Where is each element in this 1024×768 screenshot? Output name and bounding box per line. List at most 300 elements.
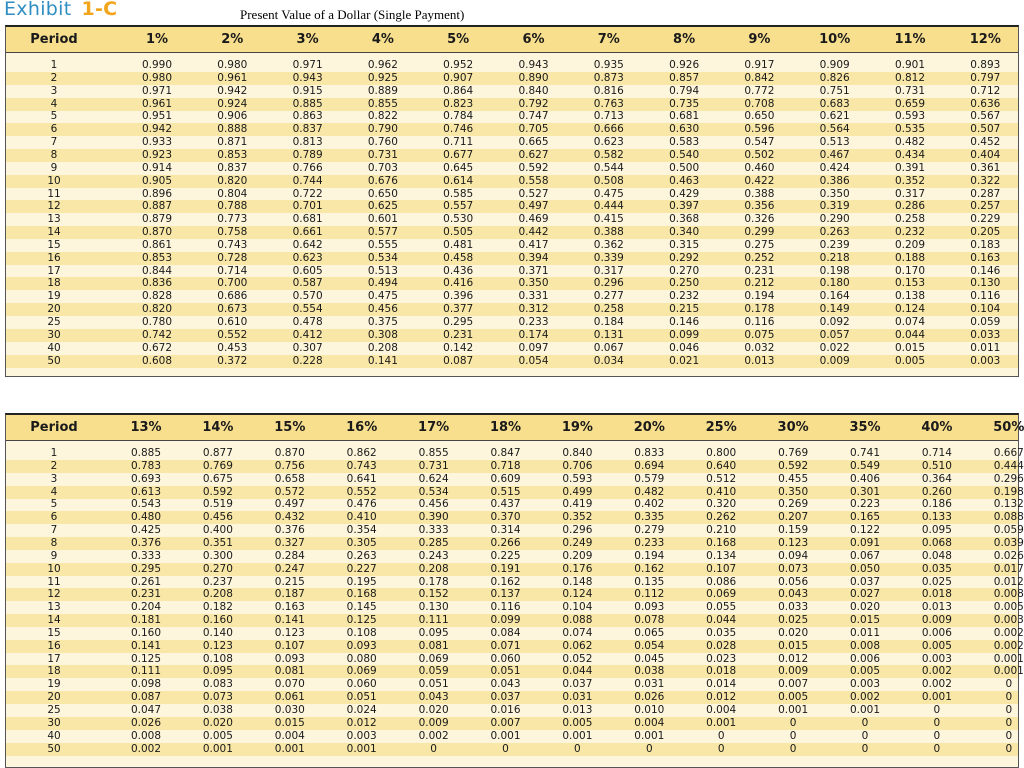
value-cell: 0.212 [744,277,775,290]
value-cell: 0.855 [418,447,449,459]
value-cell: 0.108 [346,626,377,639]
value-cell: 0.406 [849,472,881,485]
value-cell: 0.116 [490,601,521,614]
value-cell: 0.250 [669,277,700,290]
value-cell: 0.567 [970,110,1001,123]
value-cell: 0.198 [993,485,1024,498]
value-cell: 0.044 [894,328,926,341]
value-cell: 0.005 [894,354,926,367]
value-cell: 0.350 [819,187,850,200]
value-cell: 0.728 [217,251,248,264]
table-row [6,290,1018,303]
value-cell: 0.031 [562,691,593,704]
value-cell: 0.914 [141,161,173,174]
value-cell: 0.502 [744,148,775,161]
value-cell: 0.084 [490,626,521,639]
value-cell: 0.650 [367,187,398,200]
value-cell: 0.855 [367,97,398,110]
value-cell: 0.475 [593,187,624,200]
period-cell: 7 [50,136,58,149]
value-cell: 0.816 [593,84,624,97]
value-cell: 0.194 [634,549,665,562]
value-cell: 0 [933,729,941,742]
table-row [6,149,1018,162]
value-cell: 0.168 [706,536,737,549]
value-cell: 0.434 [894,148,926,161]
period-cell: 1 [50,59,58,71]
value-cell: 0.043 [778,588,809,601]
value-cell: 0.425 [130,524,162,537]
value-cell: 0.621 [819,110,850,123]
value-cell: 0.262 [706,511,737,524]
value-cell: 0.788 [217,200,248,213]
value-cell: 0.888 [217,123,248,136]
value-cell: 0.149 [819,303,850,316]
value-cell: 0.390 [418,511,449,524]
table-row [6,239,1018,252]
period-cell: 12 [47,588,61,601]
value-cell: 0.015 [849,614,881,627]
value-cell: 0.081 [274,665,305,678]
value-cell: 0.672 [141,341,173,354]
table-row [6,485,1024,499]
value-cell: 0.003 [921,652,952,665]
value-cell: 0.038 [634,665,665,678]
value-cell: 0.475 [367,290,398,303]
value-cell: 0.335 [634,511,665,524]
value-cell: 0.885 [130,447,162,459]
value-cell: 0.917 [744,59,775,71]
value-cell: 0.735 [669,97,700,110]
value-cell: 0.003 [849,678,881,691]
value-cell: 0.705 [518,123,549,136]
value-cell: 0.853 [141,251,173,264]
value-cell: 0.005 [921,639,952,652]
value-cell: 0.377 [443,303,474,316]
value-cell: 0.075 [744,328,775,341]
value-cell: 0.054 [634,639,665,652]
header-rate: 8% [673,32,696,47]
value-cell: 0.579 [634,472,665,485]
value-cell: 0.862 [346,447,377,459]
value-cell: 0.208 [418,562,449,575]
value-cell: 0.842 [744,71,775,84]
header-rate: 13% [130,420,162,435]
value-cell: 0.535 [894,123,926,136]
value-cell: 0.209 [562,549,593,562]
value-cell: 0 [861,716,869,729]
value-cell: 0.527 [518,187,549,200]
value-cell: 0.152 [418,588,449,601]
header-rate: 14% [202,420,234,435]
value-cell: 0.624 [418,472,449,485]
value-cell: 0.125 [346,614,377,627]
period-cell: 2 [50,459,58,472]
value-cell: 0.260 [921,485,952,498]
value-cell: 0.033 [970,328,1001,341]
header-rate: 17% [418,420,450,435]
value-cell: 0.001 [562,729,593,742]
value-cell: 0.394 [518,251,549,264]
value-cell: 0.500 [669,161,700,174]
value-cell: 0.442 [518,226,549,239]
value-cell: 0.478 [292,316,323,328]
value-cell: 0.081 [418,639,449,652]
value-cell: 0.402 [634,498,665,511]
value-cell: 0.731 [367,148,398,161]
value-cell: 0.804 [217,187,248,200]
value-cell: 0.182 [202,601,233,614]
value-cell: 0.174 [518,328,549,341]
value-cell: 0.059 [970,316,1001,328]
value-cell: 0.070 [274,678,305,691]
value-cell: 0.184 [593,316,624,328]
value-cell: 0.826 [819,71,850,84]
value-cell: 0.170 [894,264,926,277]
period-cell: 5 [50,498,58,511]
value-cell: 0.391 [894,161,926,174]
value-cell: 0.681 [292,213,323,226]
value-cell: 0 [789,742,797,755]
value-cell: 0.181 [130,614,162,627]
value-cell: 0.135 [634,575,665,588]
value-cell: 0.210 [706,524,737,537]
table-row [6,72,1018,85]
value-cell: 0.463 [669,174,700,187]
value-cell: 0.469 [518,213,549,226]
value-cell: 0.823 [443,97,474,110]
value-cell: 0.543 [130,498,162,511]
value-cell: 0.111 [130,665,162,678]
table-row [6,730,1018,743]
value-cell: 0.035 [706,626,737,639]
value-cell: 0.005 [778,691,809,704]
value-cell: 0.178 [418,575,449,588]
value-cell: 0.215 [669,303,700,316]
value-cell: 0.352 [562,511,593,524]
value-cell: 0.296 [562,524,593,537]
value-cell: 0.009 [778,665,809,678]
value-cell: 0 [1005,691,1013,704]
value-cell: 0.270 [202,562,233,575]
period-cell: 14 [47,226,61,239]
value-cell: 0.422 [744,174,775,187]
value-cell: 0.097 [518,341,549,354]
value-cell: 0.971 [141,84,173,97]
table-row [6,316,1018,329]
value-cell: 0.444 [593,200,624,213]
table-row [6,678,1018,691]
value-cell: 0.926 [669,59,700,71]
value-cell: 0.088 [562,614,593,627]
table-row [6,329,1018,342]
value-cell: 0.123 [202,639,233,652]
value-cell: 0.675 [202,472,233,485]
value-cell: 0.061 [274,691,305,704]
value-cell: 0.744 [292,174,323,187]
value-cell: 0.352 [894,174,926,187]
value-cell: 0 [861,729,869,742]
value-cell: 0.608 [141,354,173,367]
value-cell: 0.564 [819,123,850,136]
value-cell: 0.026 [130,716,162,729]
value-cell: 0.006 [849,652,881,665]
value-cell: 0.116 [970,290,1001,303]
header-rate: 3% [296,32,319,47]
value-cell: 0.044 [562,665,593,678]
value-cell: 0.148 [562,575,593,588]
value-cell: 0.412 [292,328,323,341]
value-cell: 0.693 [130,472,162,485]
value-cell: 0.009 [921,614,952,627]
table-row [6,342,1018,355]
period-cell: 9 [50,161,58,174]
value-cell: 0.013 [562,704,593,716]
value-cell: 0.007 [778,678,809,691]
value-cell: 0.370 [490,511,521,524]
period-cell: 4 [50,97,58,110]
value-cell: 0.026 [634,691,665,704]
header-rate: 19% [561,420,593,435]
value-cell: 0.593 [562,472,593,485]
table-row [6,136,1018,149]
value-cell: 0.388 [744,187,775,200]
value-cell: 0.887 [141,200,173,213]
value-cell: 0.020 [849,601,881,614]
value-cell: 0.008 [849,639,881,652]
value-cell: 0.871 [217,136,248,149]
table-row [6,98,1018,111]
value-cell: 0.864 [443,84,474,97]
table-row [6,575,1024,589]
period-cell: 6 [50,511,58,524]
period-cell: 40 [47,729,61,742]
header-rate: 35% [849,420,881,435]
value-cell: 0.039 [993,536,1024,549]
value-cell: 0.686 [217,290,248,303]
value-cell: 0.232 [894,226,926,239]
value-cell: 0.011 [970,341,1001,354]
value-cell: 0.057 [819,328,850,341]
value-cell: 0.507 [970,123,1001,136]
period-cell: 17 [47,264,61,277]
value-cell: 0.095 [418,626,449,639]
value-cell: 0.060 [346,678,377,691]
value-cell: 0.455 [778,472,809,485]
value-cell: 0.971 [292,59,323,71]
period-cell: 11 [47,575,61,588]
value-cell: 0.163 [274,601,305,614]
value-cell: 0.031 [634,678,665,691]
value-cell: 0.482 [894,136,926,149]
value-cell: 0.416 [443,277,474,290]
value-cell: 0.014 [706,678,737,691]
value-cell: 0.074 [562,626,593,639]
value-cell: 0.002 [418,729,449,742]
value-cell: 0.585 [443,187,474,200]
value-cell: 0.073 [778,562,809,575]
value-cell: 0.020 [418,704,449,716]
value-cell: 0.099 [669,328,700,341]
period-cell: 9 [50,549,58,562]
value-cell: 0.012 [778,652,809,665]
value-cell: 0.204 [130,601,162,614]
value-cell: 0.909 [819,59,850,71]
value-cell: 0.645 [443,161,474,174]
value-cell: 0 [1005,704,1013,716]
value-cell: 0.023 [706,652,737,665]
value-cell: 0.758 [217,226,248,239]
value-cell: 0.065 [634,626,665,639]
value-cell: 0.047 [130,704,162,716]
table-row [6,743,1018,756]
value-cell: 0.107 [274,639,305,652]
value-cell: 0.326 [744,213,775,226]
value-cell: 0 [1005,678,1013,691]
value-cell: 0.130 [970,277,1001,290]
value-cell: 0.437 [490,498,521,511]
value-cell: 0.021 [669,354,700,367]
value-cell: 0.743 [217,238,248,251]
value-cell: 0.833 [634,447,665,459]
value-cell: 0.086 [706,575,737,588]
value-cell: 0.552 [346,485,377,498]
value-cell: 0.004 [274,729,305,742]
value-cell: 0.018 [921,588,952,601]
table-row [6,549,1024,563]
value-cell: 0.024 [346,704,377,716]
value-cell: 0.592 [778,459,809,472]
value-cell: 0.610 [217,316,248,328]
value-cell: 0.650 [744,110,775,123]
value-cell: 0.050 [849,562,881,575]
value-cell: 0.178 [744,303,775,316]
value-cell: 0.766 [292,161,323,174]
value-cell: 0.376 [130,536,162,549]
period-cell: 12 [47,200,61,213]
value-cell: 0.741 [849,447,881,459]
value-cell: 0.083 [202,678,233,691]
value-cell: 0.043 [490,678,521,691]
value-cell: 0.673 [217,303,248,316]
period-cell: 16 [47,639,61,652]
value-cell: 0.263 [819,226,850,239]
value-cell: 0.557 [443,200,474,213]
value-cell: 0.257 [970,200,1001,213]
value-cell: 0.080 [346,652,377,665]
value-cell: 0.961 [217,71,248,84]
value-cell: 0.319 [819,200,850,213]
value-cell: 0.789 [292,148,323,161]
value-cell: 0.361 [970,161,1001,174]
header-rate: 7% [597,32,620,47]
value-cell: 0.012 [346,716,377,729]
value-cell: 0.069 [706,588,737,601]
value-cell: 0.188 [894,251,926,264]
value-cell: 0.980 [141,71,173,84]
value-cell: 0.769 [202,459,233,472]
header-rate: 20% [633,420,665,435]
value-cell: 0.051 [418,678,449,691]
value-cell: 0.534 [367,251,398,264]
period-cell: 2 [50,71,58,84]
header-rate: 1% [145,32,169,47]
value-cell: 0.130 [418,601,449,614]
value-cell: 0.593 [894,110,926,123]
value-cell: 0.054 [518,354,549,367]
value-cell: 0.067 [593,341,624,354]
table-row [6,524,1024,537]
value-cell: 0.025 [778,614,809,627]
value-cell: 0.094 [778,549,809,562]
period-cell: 11 [47,187,61,200]
value-cell: 0 [933,742,941,755]
value-cell: 0.893 [970,59,1001,71]
value-cell: 0.228 [292,354,323,367]
value-cell: 0.783 [130,459,162,472]
value-cell: 0.198 [819,264,850,277]
value-cell: 0.508 [593,174,624,187]
value-cell: 0.007 [490,716,521,729]
value-cell: 0.133 [921,511,952,524]
value-cell: 0.340 [669,226,700,239]
value-cell: 0.116 [744,316,775,328]
table-row [6,226,1018,239]
value-cell: 0.013 [744,354,775,367]
value-cell: 0.209 [894,238,926,251]
value-cell: 0.519 [202,498,233,511]
value-cell: 0.623 [593,136,624,149]
value-cell: 0.060 [490,652,521,665]
value-cell: 0.320 [706,498,737,511]
header-period: Period [30,32,78,47]
value-cell: 0.879 [141,213,173,226]
value-cell: 0.055 [706,601,737,614]
value-cell: 0.132 [993,498,1024,511]
value-cell: 0.301 [849,485,881,498]
value-cell: 0.227 [346,562,377,575]
value-cell: 0.549 [849,459,881,472]
period-cell: 3 [50,472,58,485]
value-cell: 0.034 [593,354,624,367]
value-cell: 0.124 [894,303,926,316]
value-cell: 0.194 [744,290,775,303]
value-cell: 0.270 [669,264,700,277]
value-cell: 0.093 [274,652,305,665]
table-row [6,562,1024,576]
value-cell: 0 [430,742,437,755]
value-cell: 0.840 [518,84,549,97]
value-cell: 0.410 [346,511,377,524]
value-cell: 0.123 [778,536,809,549]
value-cell: 0.027 [849,588,881,601]
value-cell: 0.497 [518,200,549,213]
value-cell: 0.124 [562,588,593,601]
value-cell: 0.187 [274,588,305,601]
period-cell: 18 [47,665,61,678]
value-cell: 0.002 [921,665,952,678]
period-cell: 15 [47,626,61,639]
value-cell: 0.980 [217,59,248,71]
value-cell: 0.397 [669,200,700,213]
value-cell: 0.317 [894,187,926,200]
table-row [6,626,1024,640]
value-cell: 0.290 [819,213,850,226]
value-cell: 0.706 [562,459,593,472]
value-cell: 0.714 [217,264,248,277]
value-cell: 0.186 [921,498,952,511]
value-cell: 0.354 [346,524,377,537]
